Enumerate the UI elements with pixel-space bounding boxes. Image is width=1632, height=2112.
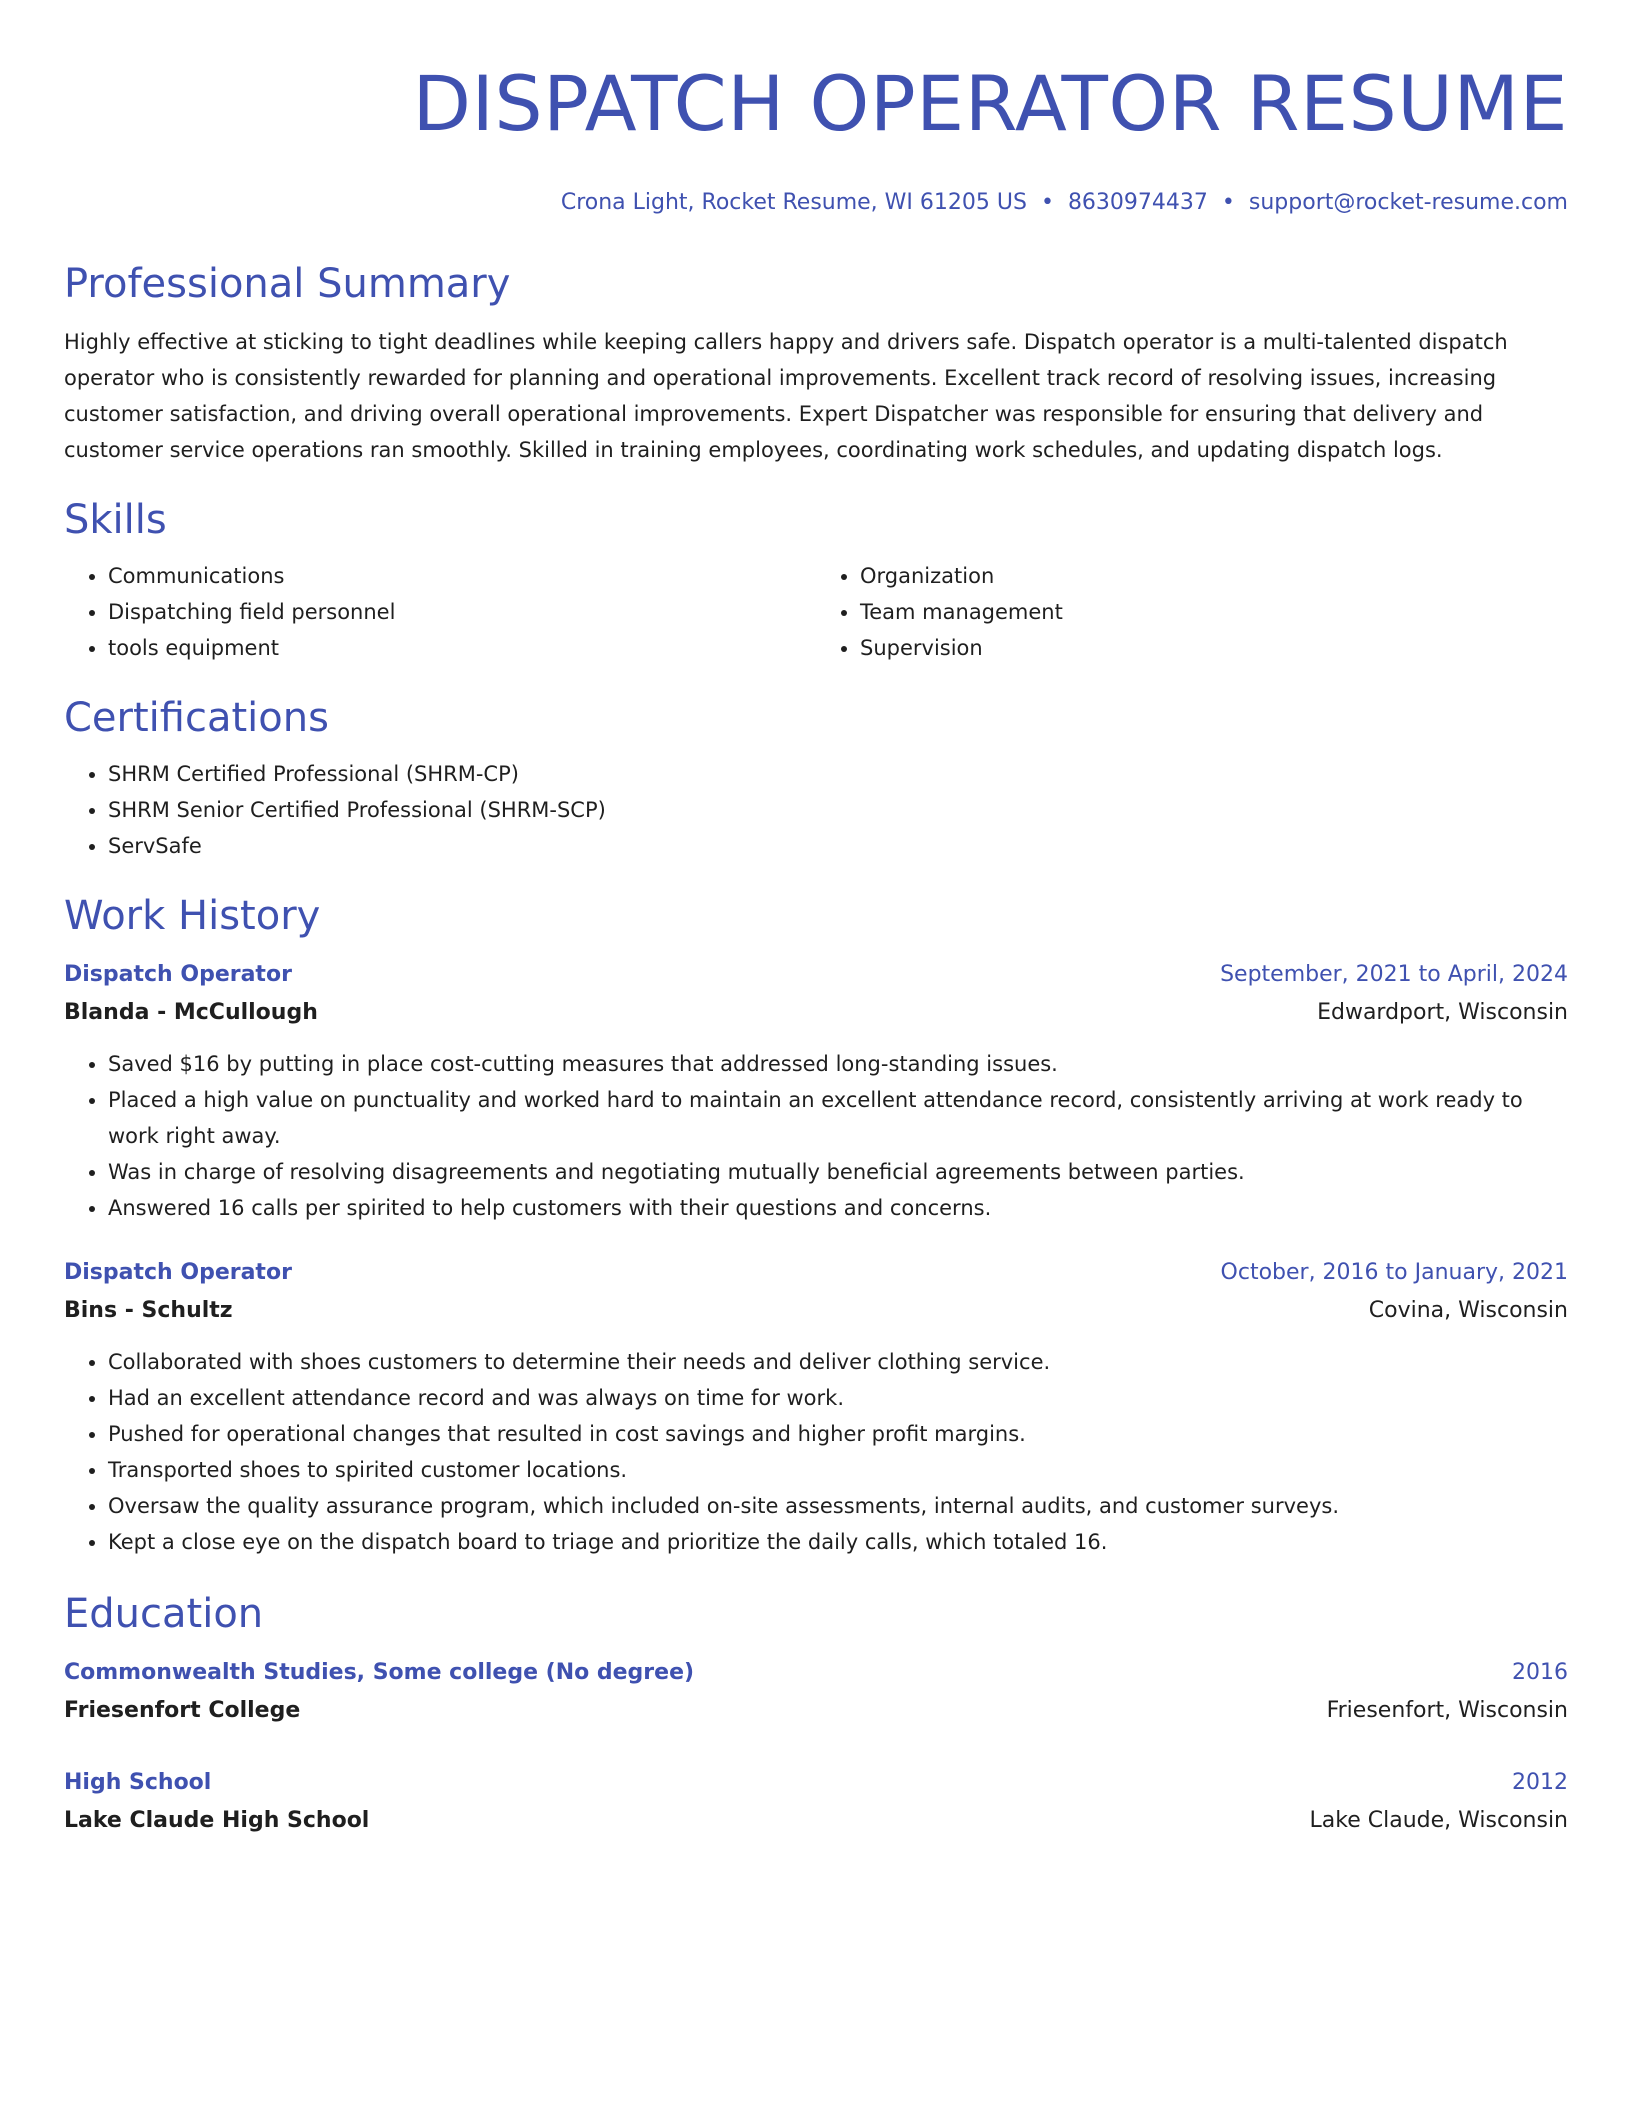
summary-heading: Professional Summary [64,261,511,307]
education-subheader [64,1802,1568,1840]
certification-item: • SHRM Senior Certified Professional (SHRM-SCP) [108,792,1568,828]
job-bullet: • Transported shoes to spirited customer locations. [108,1452,1568,1488]
job-role: Dispatch Operator [64,1260,292,1285]
summary-text: Highly effective at sticking to tight deadlines while keeping callers happy and drivers safe. Dispatch operator is a multi-talented dispatch operator who is consistently rewarded for planning and operational improvements. Excellent track record of resolving issues, increasing customer satisfaction, and driving overall operational improvements. Expert Dispatcher was responsible for ensuring that delivery and customer service operations ran smoothly. Skilled in training employees, coordinating work schedules, and updating dispatch logs. [64,330,1508,462]
job-entry [64,956,1568,1226]
skill-item: • Organization [860,558,1568,594]
job-bullet: • Collaborated with shoes customers to determine their needs and deliver clothing service. [108,1344,1568,1380]
job-bullet: • Was in charge of resolving disagreements and negotiating mutually beneficial agreements between parties. [108,1154,1568,1190]
job-bullet: • Answered 16 calls per spirited to help customers with their questions and concerns. [108,1190,1568,1226]
contact-line [64,188,1568,218]
skill-item: • tools equipment [108,630,816,666]
job-location: Covina, Wisconsin [1368,1298,1568,1323]
education-entry [64,1654,1568,1730]
job-bullet: • Pushed for operational changes that resulted in cost savings and higher profit margins. [108,1416,1568,1452]
work-history-heading: Work History [64,893,321,939]
job-subheader [64,994,1568,1032]
education-entry [64,1764,1568,1840]
education-year: 2016 [1512,1660,1568,1685]
skill-item: • Team management [860,594,1568,630]
certification-item: • ServSafe [108,828,1568,864]
education-degree: Commonwealth Studies, Some college (No degree) [64,1660,695,1685]
job-company: Bins - Schultz [64,1298,233,1323]
job-bullet: • Placed a high value on punctuality and worked hard to maintain an excellent attendance record, consistently arriving at work ready to work right away. [108,1082,1568,1154]
skills-list [64,558,1568,666]
skills-column-right [816,558,1568,666]
job-dates: September, 2021 to April, 2024 [1220,962,1568,987]
contact-separator: • [1040,190,1054,215]
job-entry [64,1254,1568,1560]
education-school: Friesenfort College [64,1698,301,1723]
skill-item: • Dispatching field personnel [108,594,816,630]
education-heading: Education [64,1591,264,1637]
education-subheader [64,1692,1568,1730]
job-bullet: • Oversaw the quality assurance program, which included on-site assessments, internal audits, and customer surveys. [108,1488,1568,1524]
education-year: 2012 [1512,1770,1568,1795]
job-company: Blanda - McCullough [64,1000,318,1025]
job-role: Dispatch Operator [64,962,292,987]
certifications-list [64,756,1568,864]
job-bullet: • Kept a close eye on the dispatch board to triage and prioritize the daily calls, which totaled 16. [108,1524,1568,1560]
education-school: Lake Claude High School [64,1808,370,1833]
education-degree: High School [64,1770,212,1795]
job-bullets [64,1046,1568,1226]
job-dates: October, 2016 to January, 2021 [1220,1260,1568,1285]
education-header [64,1654,1568,1692]
education-header [64,1764,1568,1802]
job-header [64,1254,1568,1292]
resume-title: DISPATCH OPERATOR RESUME [412,59,1568,148]
job-bullet: • Saved $16 by putting in place cost-cutting measures that addressed long-standing issues. [108,1046,1568,1082]
education-location: Lake Claude, Wisconsin [1309,1808,1568,1833]
skills-column-left [64,558,816,666]
certifications-heading: Certifications [64,695,329,741]
job-location: Edwardport, Wisconsin [1317,1000,1568,1025]
job-bullets [64,1344,1568,1560]
job-subheader [64,1292,1568,1330]
contact-address: Crona Light, Rocket Resume, WI 61205 US [560,190,1027,215]
job-header [64,956,1568,994]
skills-heading: Skills [64,497,167,543]
contact-phone: 8630974437 [1067,190,1208,215]
education-location: Friesenfort, Wisconsin [1326,1698,1568,1723]
certification-item: • SHRM Certified Professional (SHRM-CP) [108,756,1568,792]
skill-item: • Supervision [860,630,1568,666]
contact-separator: • [1221,190,1235,215]
contact-email: support@rocket-resume.com [1248,190,1568,215]
job-bullet: • Had an excellent attendance record and was always on time for work. [108,1380,1568,1416]
skill-item: • Communications [108,558,816,594]
